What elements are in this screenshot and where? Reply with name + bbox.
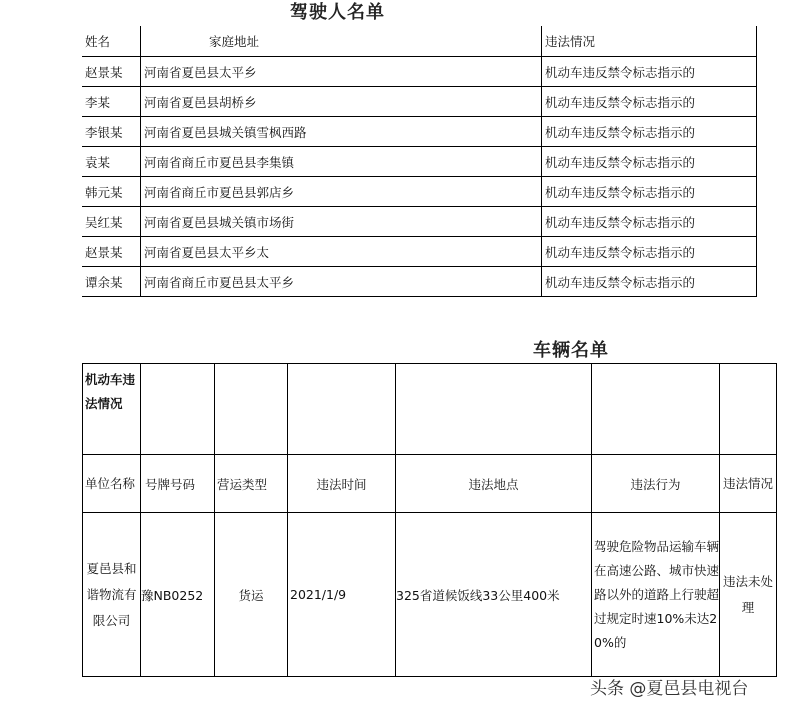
empty-cell xyxy=(592,364,720,455)
empty-cell xyxy=(720,364,777,455)
driver-violation: 机动车违反禁令标志指示的 xyxy=(542,87,757,117)
header-time: 违法时间 xyxy=(288,455,396,513)
driver-violation: 机动车违反禁令标志指示的 xyxy=(542,147,757,177)
driver-table xyxy=(82,26,757,297)
driver-address: 河南省商丘市夏邑县李集镇 xyxy=(141,147,542,177)
vehicle-section-row xyxy=(83,364,777,455)
table-row xyxy=(82,237,757,267)
driver-list-title: 驾驶人名单 xyxy=(290,2,385,23)
driver-violation: 机动车违反禁令标志指示的 xyxy=(542,117,757,147)
driver-address: 河南省夏邑县胡桥乡 xyxy=(141,87,542,117)
driver-name: 赵景某 xyxy=(82,237,141,267)
driver-address: 河南省商丘市夏邑县太平乡 xyxy=(141,267,542,297)
driver-address: 河南省夏邑县太平乡太 xyxy=(141,237,542,267)
vehicle-time: 2021/1/9 xyxy=(288,513,396,677)
vehicle-table-header xyxy=(83,455,777,513)
header-behavior: 违法行为 xyxy=(592,455,720,513)
empty-cell xyxy=(396,364,592,455)
header-status: 违法情况 xyxy=(720,455,777,513)
table-row xyxy=(82,87,757,117)
vehicle-unit: 夏邑县和谐物流有限公司 xyxy=(83,513,141,677)
driver-violation: 机动车违反禁令标志指示的 xyxy=(542,267,757,297)
driver-violation: 机动车违反禁令标志指示的 xyxy=(542,177,757,207)
vehicle-location: 325省道候饭线33公里400米 xyxy=(396,513,592,677)
table-row xyxy=(82,147,757,177)
vehicle-table xyxy=(82,363,777,677)
header-unit: 单位名称 xyxy=(83,455,141,513)
driver-name: 吴红某 xyxy=(82,207,141,237)
driver-violation: 机动车违反禁令标志指示的 xyxy=(542,207,757,237)
table-row xyxy=(82,117,757,147)
vehicle-type: 货运 xyxy=(215,513,288,677)
vehicle-plate: 豫NB0252 xyxy=(141,513,215,677)
driver-name: 李银某 xyxy=(82,117,141,147)
driver-address: 河南省商丘市夏邑县郭店乡 xyxy=(141,177,542,207)
table-row xyxy=(82,57,757,87)
empty-cell xyxy=(141,364,215,455)
driver-address: 河南省夏邑县太平乡 xyxy=(141,57,542,87)
vehicle-status: 违法未处理 xyxy=(720,513,777,677)
driver-address: 河南省夏邑县城关镇雪枫西路 xyxy=(141,117,542,147)
table-row xyxy=(82,267,757,297)
header-type: 营运类型 xyxy=(215,455,288,513)
section-label: 机动车违法情况 xyxy=(83,364,141,455)
driver-name: 李某 xyxy=(82,87,141,117)
driver-name: 谭余某 xyxy=(82,267,141,297)
driver-violation: 机动车违反禁令标志指示的 xyxy=(542,57,757,87)
driver-name: 赵景某 xyxy=(82,57,141,87)
vehicle-behavior: 驾驶危险物品运输车辆在高速公路、城市快速路以外的道路上行驶超过规定时速10%未达20%的 xyxy=(592,513,720,677)
table-row xyxy=(83,513,777,677)
driver-violation: 机动车违反禁令标志指示的 xyxy=(542,237,757,267)
watermark: 头条 @夏邑县电视台 xyxy=(590,679,749,699)
header-address: 家庭地址 xyxy=(141,26,542,57)
driver-name: 袁某 xyxy=(82,147,141,177)
table-row xyxy=(82,207,757,237)
table-row xyxy=(82,177,757,207)
header-violation: 违法情况 xyxy=(542,26,757,57)
driver-address: 河南省夏邑县城关镇市场街 xyxy=(141,207,542,237)
driver-table-header xyxy=(82,26,757,57)
header-name: 姓名 xyxy=(82,26,141,57)
empty-cell xyxy=(288,364,396,455)
header-location: 违法地点 xyxy=(396,455,592,513)
header-plate: 号牌号码 xyxy=(141,455,215,513)
driver-name: 韩元某 xyxy=(82,177,141,207)
vehicle-list-title: 车辆名单 xyxy=(533,340,609,361)
empty-cell xyxy=(215,364,288,455)
